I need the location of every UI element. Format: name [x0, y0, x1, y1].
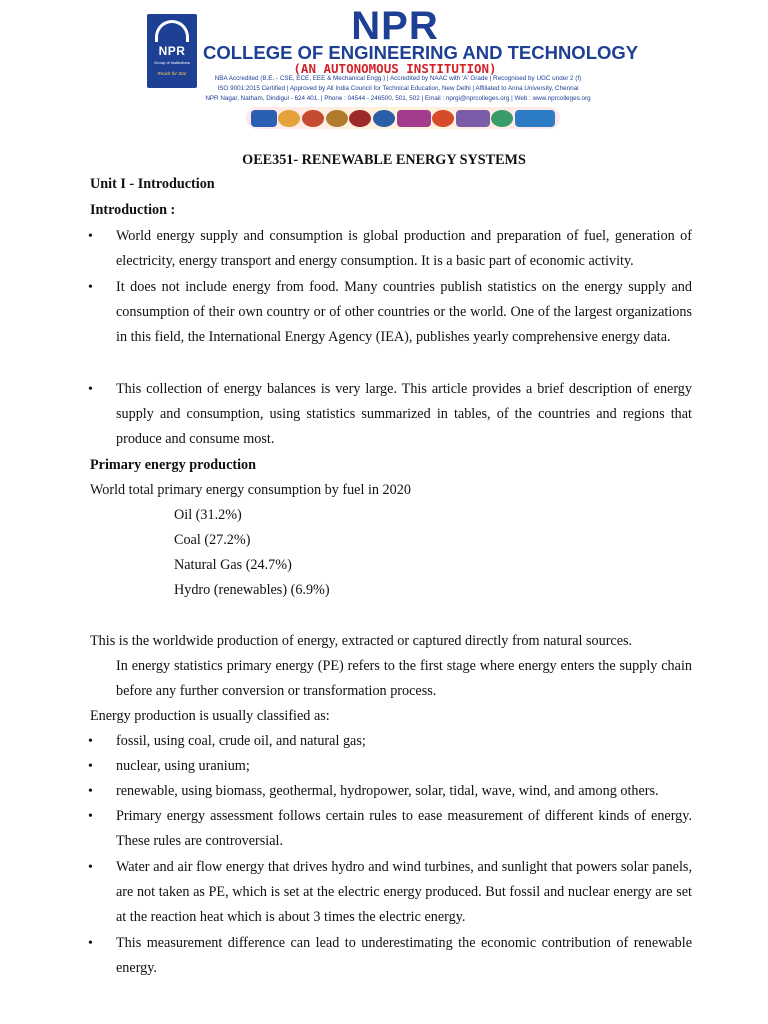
iso-badge-icon — [373, 110, 395, 127]
ugc-badge-icon — [302, 110, 324, 127]
class-bullet-water-air: Water and air flow energy that drives hydro and wind turbines, and sunlight that powers solar panels, are not taken as PE, which is set at the electric energy produced. But fossil and nuclear energy are set at the reaction heat which is about 3 times the electric energy. — [116, 859, 692, 925]
logo-arc-icon — [155, 20, 189, 42]
class-bullet-renewable: renewable, using biomass, geothermal, hydropower, solar, tidal, wave, wind, and among others. — [116, 783, 659, 799]
institution-innovation-badge-icon — [456, 110, 490, 127]
intro-bullet-2: It does not include energy from food. Many countries publish statistics on the energy supply and consumption of their own country or of other countries or the world. One of the largest organizations in this field, the International Energy Agency (IEA), publishes yearly comprehensive energy data. — [116, 279, 692, 345]
bullet-icon: • — [88, 809, 93, 824]
fuel-item-hydro: Hydro (renewables) (6.9%) — [174, 582, 330, 598]
nba-badge-icon — [251, 110, 277, 127]
aicte-badge-icon — [278, 110, 300, 127]
bullet-icon: • — [88, 382, 93, 397]
intro-bullet-1: World energy supply and consumption is global production and preparation of fuel, generation of electricity, energy transport and energy consumption. It is a basic part of economic activity. — [116, 228, 692, 269]
document-title: OEE351- RENEWABLE ENERGY SYSTEMS — [242, 152, 526, 168]
class-bullet-assessment: Primary energy assessment follows certain rules to ease measurement of different kinds of energy. These rules are controversial. — [116, 808, 692, 849]
fuel-item-oil: Oil (31.2%) — [174, 507, 242, 523]
naac-badge-icon — [349, 110, 371, 127]
bullet-icon: • — [88, 734, 93, 749]
college-name: COLLEGE OF ENGINEERING AND TECHNOLOGY — [203, 42, 639, 63]
consumption-line: World total primary energy consumption by fuel in 2020 — [90, 482, 411, 498]
bullet-icon: • — [88, 229, 93, 244]
bullet-icon: • — [88, 759, 93, 774]
bullet-icon: • — [88, 860, 93, 875]
certification-line: ISO 9001:2015 Certified | Approved by All India Council for Technical Education, New Delhi | Affiliated to Anna University, Chennai — [217, 85, 579, 92]
ariia-badge-icon — [491, 110, 513, 127]
bullet-icon: • — [88, 784, 93, 799]
production-paragraph-rest: In energy statistics primary energy (PE) refers to the first stage where energy enters the supply chain before any further conversion or transformation process. — [116, 658, 692, 699]
class-bullet-fossil: fossil, using coal, crude oil, and natural gas; — [116, 733, 366, 749]
class-bullet-measurement: This measurement difference can lead to underestimating the economic contribution of renewable energy. — [116, 935, 692, 976]
primary-energy-heading: Primary energy production — [90, 457, 257, 473]
anna-university-badge-icon — [326, 110, 348, 127]
sustainable-goals-badge-icon — [515, 110, 555, 127]
bullet-icon: • — [88, 936, 93, 951]
autonomous-label: (AN AUTONOMOUS INSTITUTION) — [293, 61, 497, 76]
logo-tagline: Reach for Star — [157, 71, 187, 76]
innovation-cell-badge-icon — [397, 110, 431, 127]
accreditation-badge-icon — [432, 110, 454, 127]
institution-name: NPR — [351, 4, 439, 48]
accreditation-line: NBA Accredited (B.E. - CSE, ECE, EEE & Mechanical Engg.) | Accredited by NAAC with 'A' Grade | Recognised by UGC under 2 (f) — [214, 75, 582, 82]
fuel-item-coal: Coal (27.2%) — [174, 532, 251, 548]
production-paragraph-first-line: This is the worldwide production of energy, extracted or captured directly from natural sources. — [90, 633, 633, 649]
accreditation-badges — [246, 107, 560, 129]
logo-text: NPR — [158, 44, 186, 58]
contact-line: NPR Nagar, Natham, Dindigul - 624 401. | Phone : 04544 - 246500, 501, 502 | Email : nprgi@nprcolleges.org | Web : www.nprcolleges.org — [205, 95, 591, 102]
unit-heading: Unit I - Introduction — [90, 176, 215, 192]
class-bullet-nuclear: nuclear, using uranium; — [116, 758, 250, 774]
bullet-icon: • — [88, 280, 93, 295]
classification-intro: Energy production is usually classified as: — [90, 708, 330, 724]
introduction-heading: Introduction : — [90, 202, 176, 218]
intro-bullet-3: This collection of energy balances is very large. This article provides a brief description of energy supply and consumption, using statistics summarized in tables, of the countries and regions that produce and consume most. — [116, 381, 692, 447]
logo-subtext: Group of Institutions — [154, 60, 190, 65]
fuel-item-natural-gas: Natural Gas (24.7%) — [174, 557, 292, 573]
